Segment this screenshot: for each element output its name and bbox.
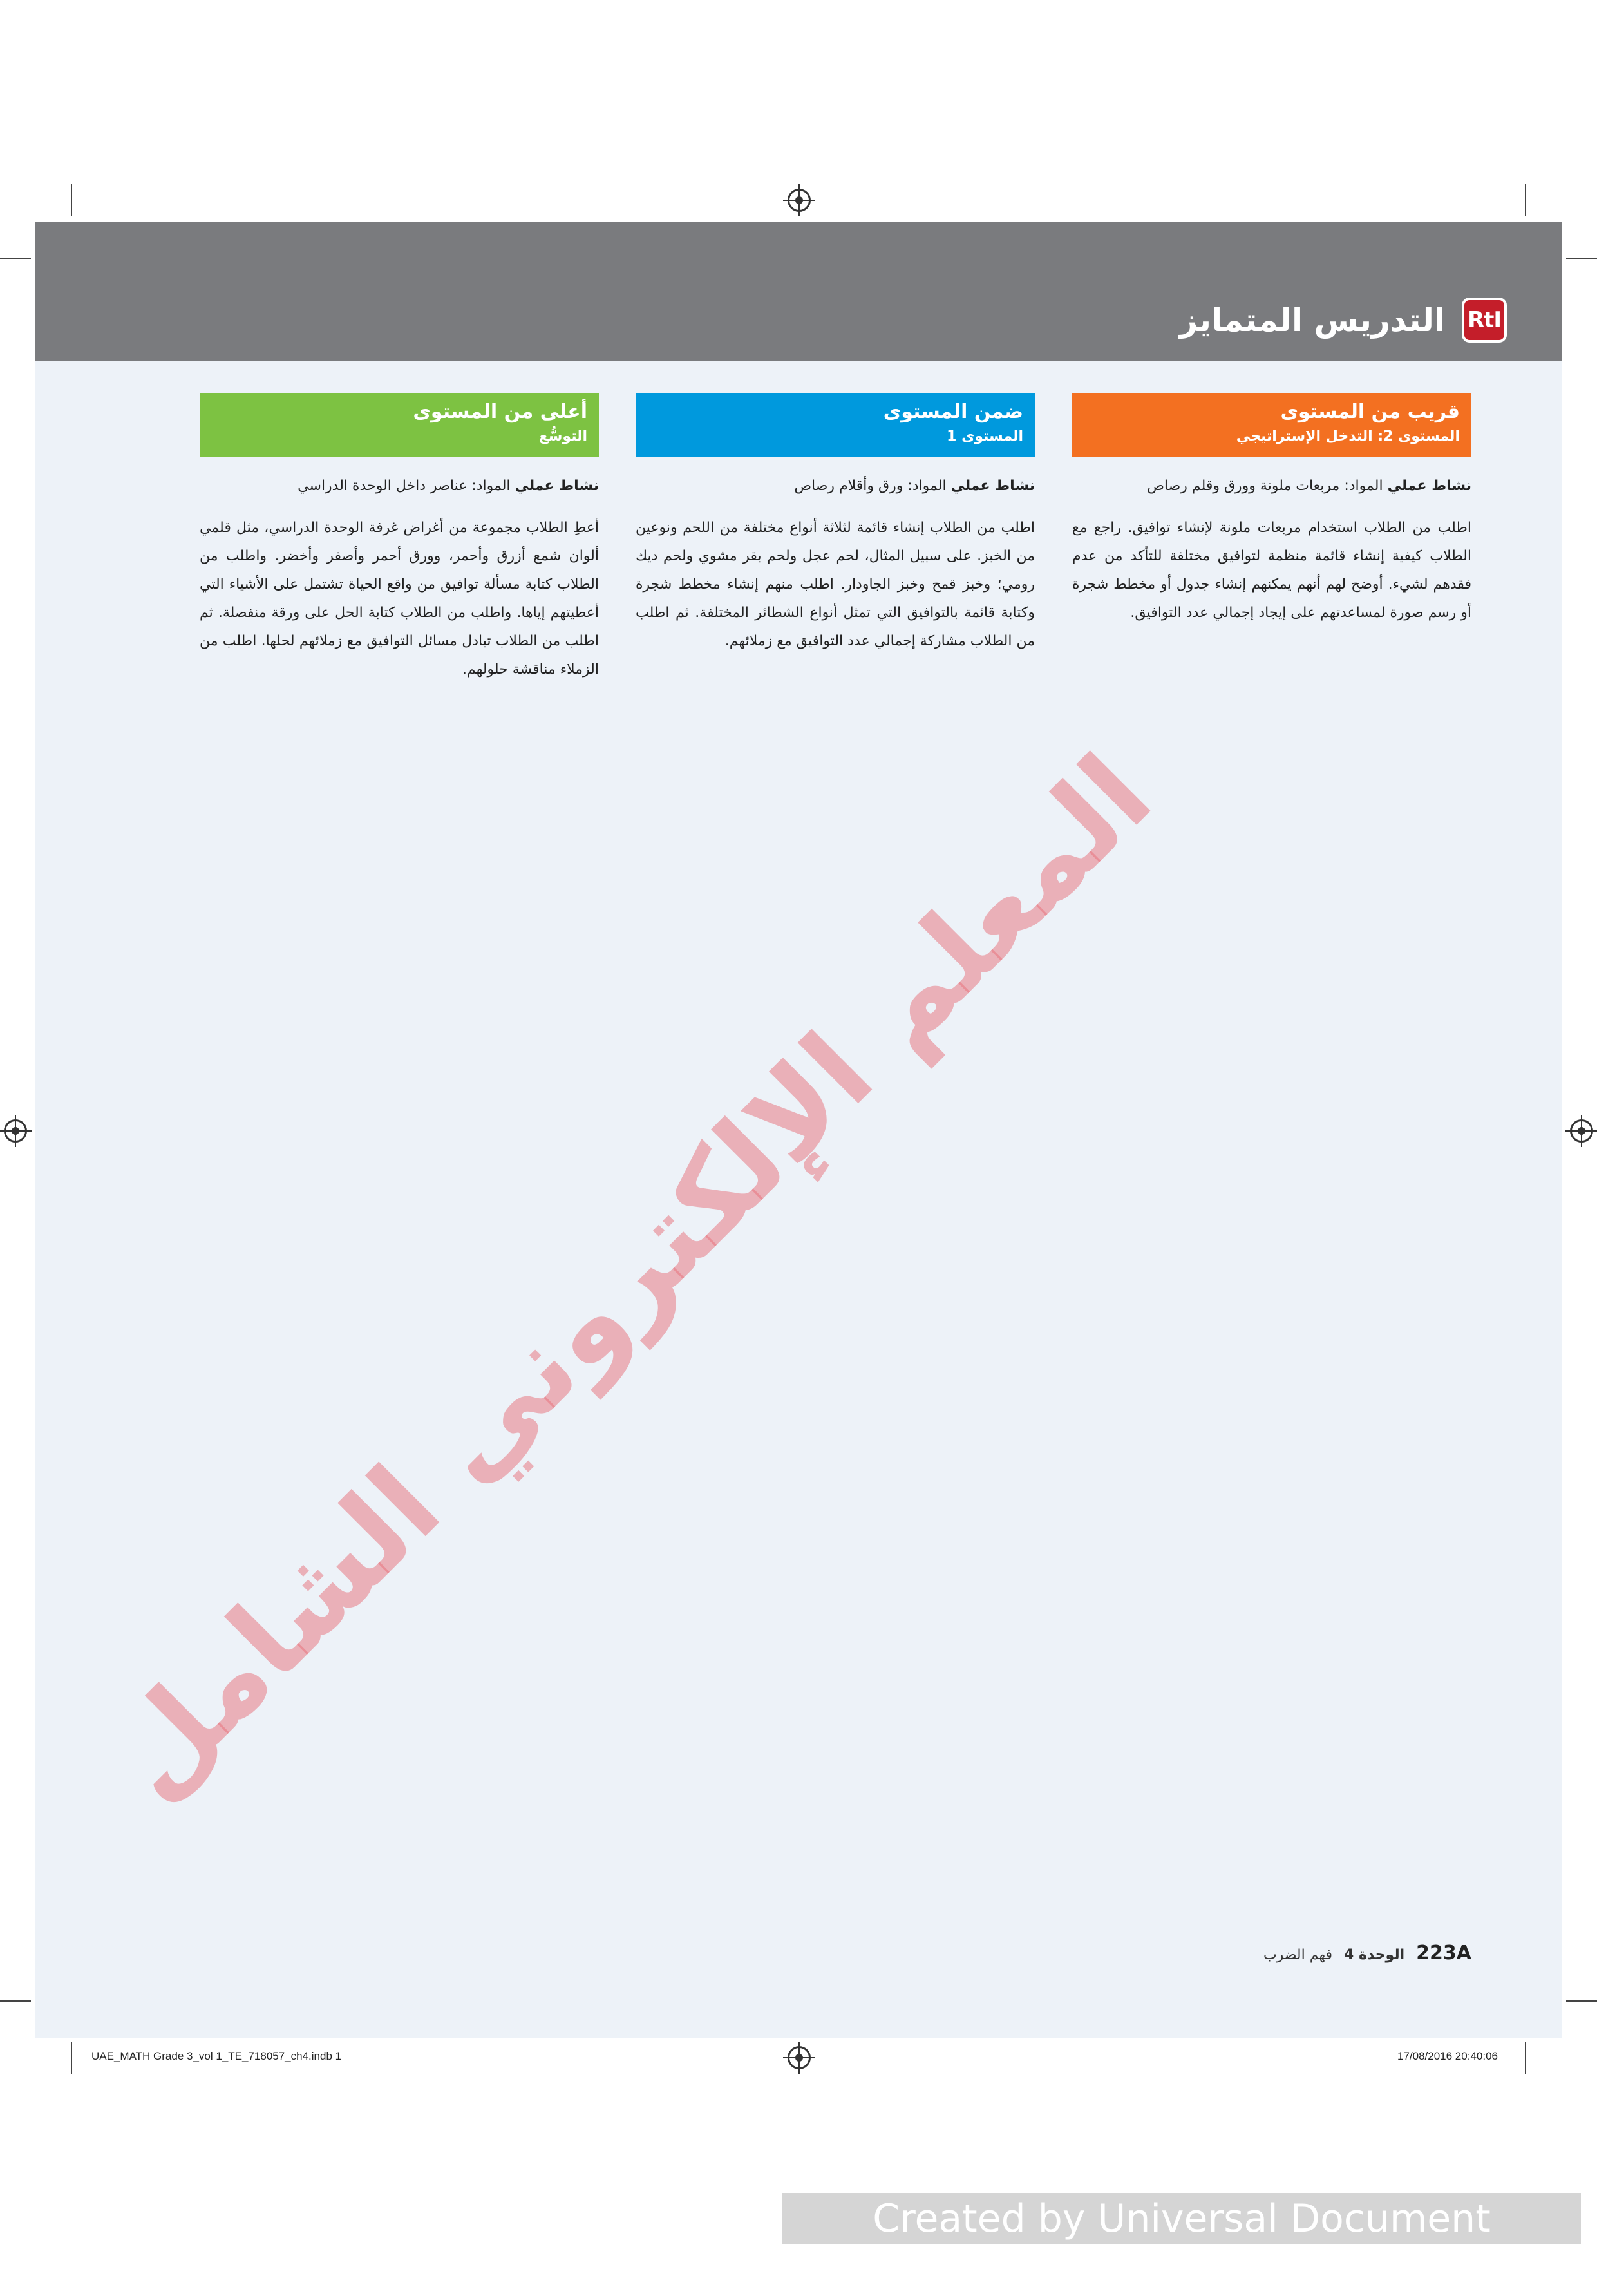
materials-text: المواد: ورق وأقلام رصاص	[794, 478, 947, 494]
column-subheading: المستوى 2: التدخل الإستراتيجي	[1236, 428, 1460, 444]
column-heading: ضمن المستوى	[883, 401, 1023, 423]
crop-mark	[1566, 258, 1597, 259]
page-number: 223A	[1416, 1942, 1471, 1964]
unit-title: فهم الضرب	[1263, 1947, 1333, 1963]
rti-badge-icon: RtI	[1462, 298, 1507, 343]
materials-text: المواد: عناصر داخل الوحدة الدراسي	[298, 478, 511, 494]
column-approaching-level	[1072, 393, 1471, 627]
crop-mark	[71, 184, 72, 216]
materials-line	[1072, 475, 1471, 497]
column-header	[636, 393, 1035, 457]
registration-mark-icon	[788, 189, 811, 212]
unit-label: الوحدة 4	[1344, 1947, 1405, 1963]
page-footer	[1263, 1942, 1471, 1964]
crop-mark	[0, 2000, 31, 2002]
column-beyond-level	[200, 393, 599, 684]
materials-text: المواد: مربعات ملونة وورق وقلم رصاص	[1147, 478, 1383, 494]
watermark: المعلم الإلكتروني الشامل	[84, 730, 1176, 1824]
column-header	[1072, 393, 1471, 457]
materials-line	[636, 475, 1035, 497]
page-title	[1179, 298, 1507, 343]
column-subheading: المستوى 1	[947, 428, 1023, 444]
activity-body: أعطِ الطلاب مجموعة من أغراض غرفة الوحدة الدراسي، مثل قلمي ألوان شمع أزرق وأحمر، وورق أحمر وأصفر وأخضر. واطلب من الطلاب كتابة مسألة توافيق من واقع الحياة تشتمل على الأشياء التي أعطيتهم إياها. واطلب من الطلاب كتابة الحل على ورقة منفصلة. ثم اطلب من الطلاب تبادل مسائل التوافيق مع زملائهم لحلها. اطلب من الزملاء مناقشة حلولهم.	[200, 520, 599, 678]
activity-body: اطلب من الطلاب استخدام مربعات ملونة لإنشاء توافيق. راجع مع الطلاب كيفية إنشاء قائمة منظمة لتوافيق مختلفة للتأكد من عدم فقدهم لشيء. أوضح لهم أنهم يمكنهم إنشاء جدول أو مخطط شجرة أو رسم صورة لمساعدتهم على إيجاد إجمالي عدد التوافيق.	[1072, 520, 1471, 621]
activity-label: نشاط عملي	[515, 478, 599, 494]
title-text: التدريس المتمايز	[1179, 301, 1445, 339]
column-heading: أعلى من المستوى	[413, 401, 587, 423]
activity-label: نشاط عملي	[950, 478, 1035, 494]
activity-body: اطلب من الطلاب إنشاء قائمة لثلاثة أنواع مختلفة من اللحم ونوعين من الخبز. على سبيل المثال، لحم عجل ولحم بقر مشوي ولحم ديك رومي؛ وخبز قمح وخبز الجاودار. اطلب منهم إنشاء مخطط شجرة وكتابة قائمة بالتوافيق التي تمثل أنواع الشطائر المختلفة. ثم اطلب من الطلاب مشاركة إجمالي عدد التوافيق مع زملائهم.	[636, 520, 1035, 649]
crop-mark	[1525, 2042, 1526, 2074]
crop-mark	[71, 2042, 72, 2074]
converter-banner: Created by Universal Document Converter	[782, 2193, 1581, 2244]
column-heading: قريب من المستوى	[1280, 401, 1460, 423]
crop-mark	[1525, 184, 1526, 216]
registration-mark-icon	[4, 1119, 27, 1143]
crop-mark	[0, 258, 31, 259]
registration-mark-icon	[788, 2046, 811, 2069]
activity-label: نشاط عملي	[1387, 478, 1471, 494]
column-on-level	[636, 393, 1035, 656]
materials-line	[200, 475, 599, 497]
slug-timestamp: 17/08/2016 20:40:06	[1397, 2050, 1498, 2062]
registration-mark-icon	[1570, 1119, 1593, 1143]
crop-mark	[1566, 2000, 1597, 2002]
column-subheading: التوسُّع	[538, 428, 587, 444]
column-header	[200, 393, 599, 457]
slug-file: UAE_MATH Grade 3_vol 1_TE_718057_ch4.indb 1	[91, 2050, 342, 2062]
